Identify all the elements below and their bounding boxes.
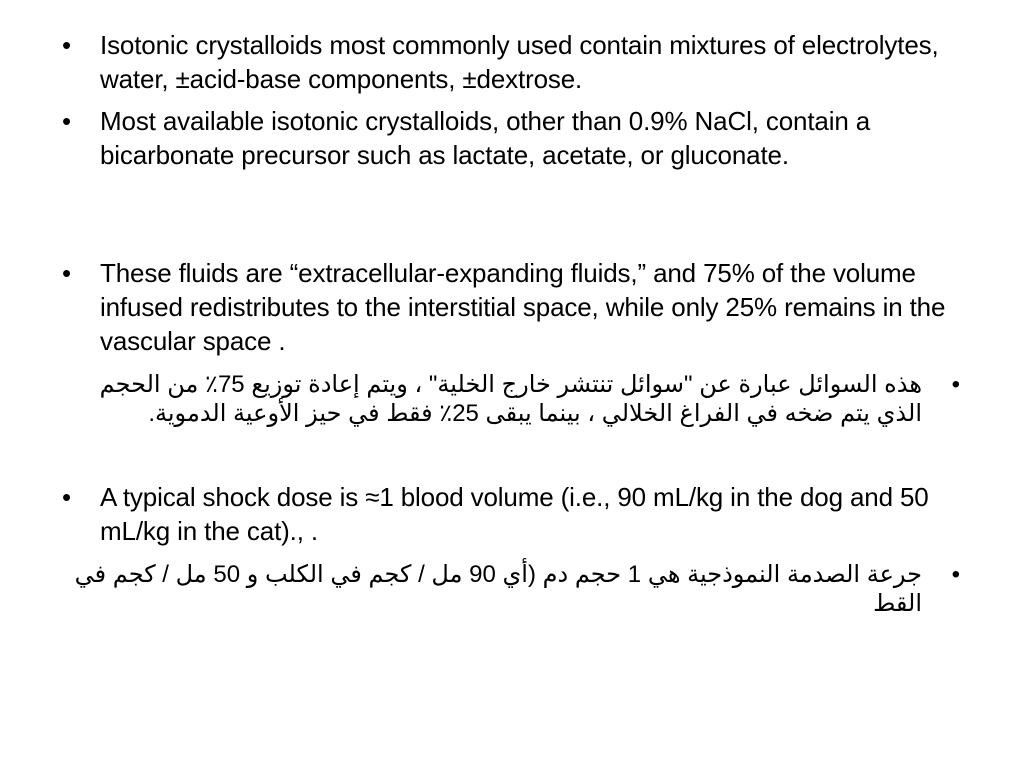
bullet-marker: • (62, 106, 71, 136)
bullet-item-6-arabic (60, 560, 960, 618)
bullet-text: Most available isotonic crystalloids, other than 0.9% NaCl, contain a bicarbonate precursor such as lactate, acetate, or gluconate. (100, 106, 871, 170)
bullet-text: جرعة الصدمة النموذجية هي 1 حجم دم (أي 90 مل / كجم في الكلب و 50 مل / كجم في القط (74, 561, 922, 617)
bullet-item-1 (62, 28, 962, 96)
bullet-text: A typical shock dose is ≈1 blood volume (i.e., 90 mL/kg in the dog and 50 mL/kg in the cat)., . (100, 482, 929, 546)
bullet-item-3 (62, 256, 962, 358)
bullet-text: These fluids are “extracellular-expanding fluids,” and 75% of the volume infused redistributes to the interstitial space, while only 25% remains in the vascular space . (100, 258, 946, 356)
bullet-marker: • (951, 561, 960, 588)
bullet-item-5 (62, 480, 962, 548)
bullet-item-2 (62, 104, 962, 172)
bullet-marker: • (62, 30, 71, 60)
bullet-text: Isotonic crystalloids most commonly used contain mixtures of electrolytes, water, ±acid-base components, ±dextrose. (100, 30, 939, 94)
bullet-marker: • (62, 482, 71, 512)
bullet-marker: • (62, 258, 71, 288)
bullet-item-4-arabic (60, 370, 960, 428)
bullet-text: هذه السوائل عبارة عن "سوائل تنتشر خارج الخلية" ، ويتم إعادة توزيع 75٪ من الحجم الذي يتم ضخه في الفراغ الخلالي ، بينما يبقى 25٪ فقط في حيز الأوعية الدموية. (99, 371, 922, 427)
bullet-marker: • (951, 371, 960, 398)
